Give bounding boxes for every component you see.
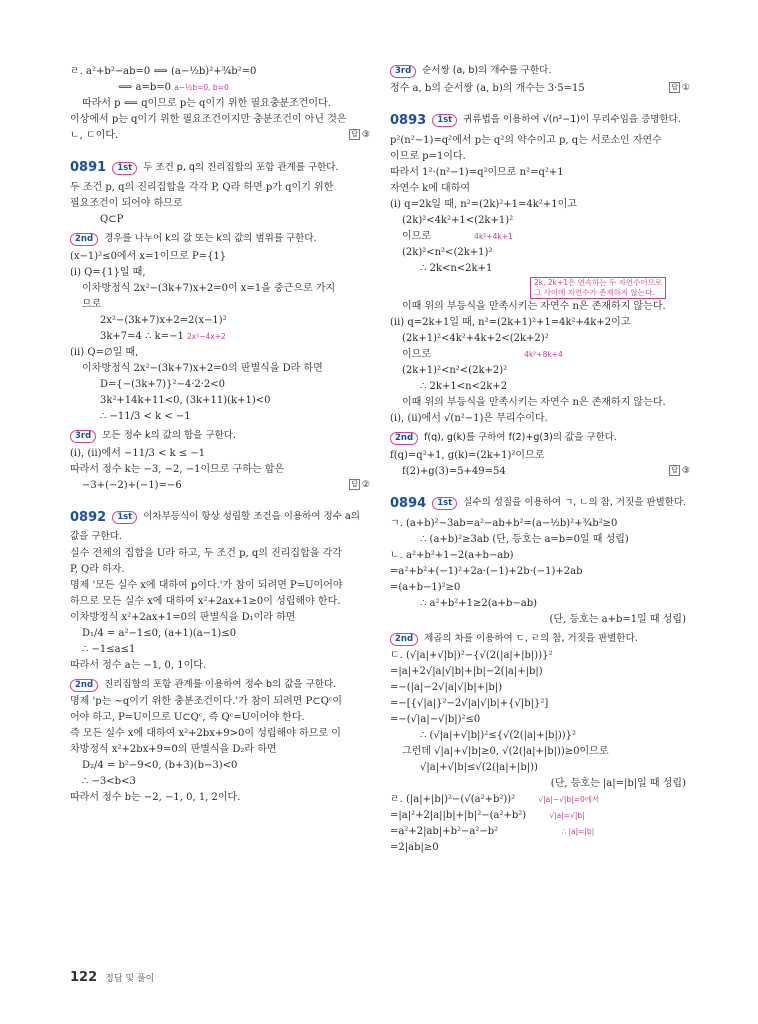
step-title: 순서쌍 (a, b)의 개수를 구한다. bbox=[422, 65, 552, 76]
text-line: =2|ab|≥0 bbox=[390, 842, 439, 854]
right-column bbox=[390, 64, 690, 856]
text-line: 정수 a, b의 순서쌍 (a, b)의 개수는 3·5=15 bbox=[390, 82, 585, 94]
text-line: 이때 위의 부등식을 만족시키는 자연수 n은 존재하지 않는다. bbox=[402, 396, 666, 408]
annotation: √|a|−√|b|=0에서 bbox=[538, 795, 600, 805]
text-line: 어야 하고, P=U이므로 U⊂Qᶜ, 즉 Qᶜ=U이어야 한다. bbox=[70, 712, 305, 724]
step-title-continued: 값을 구한다. bbox=[70, 530, 122, 542]
text-line: 이차방정식 2x²−(3k+7)x+2=0의 판별식을 D라 하면 bbox=[82, 362, 323, 374]
text-line: 따라서 정수 k는 −3, −2, −1이므로 구하는 합은 bbox=[70, 463, 285, 475]
text-line: 자연수 k에 대하여 bbox=[390, 182, 471, 194]
step-title: 두 조건 p, q의 진리집합의 포함 관계를 구한다. bbox=[143, 161, 339, 173]
text-line: 3k²+14k+11<0, (3k+11)(k+1)<0 bbox=[100, 394, 271, 406]
step-title: f(q), g(k)를 구하여 f(2)+g(3)의 값을 구한다. bbox=[424, 431, 617, 443]
step-badge: 2nd bbox=[70, 233, 98, 246]
step-badge: 1st bbox=[112, 162, 137, 175]
annotation: 4k²+4k+1 bbox=[474, 231, 513, 241]
left-column bbox=[70, 64, 370, 806]
step-badge: 1st bbox=[432, 114, 457, 127]
problem-header-0894 bbox=[390, 494, 690, 514]
text-line: =|a|+2√|a|√|b|+|b|−2(|a|+|b|) bbox=[390, 666, 543, 678]
step-badge: 2nd bbox=[390, 432, 418, 445]
text-line: Q⊂P bbox=[100, 214, 124, 226]
text-line: 이므로 p=1이다. bbox=[390, 150, 466, 162]
text-line: 므로 bbox=[82, 298, 102, 310]
text-line: ㄷ. (√|a|+√|b|)²−{√(2(|a|+|b|))}² bbox=[390, 650, 553, 662]
text-line: 이므로 4k²+8k+4 bbox=[402, 348, 563, 360]
page-footer bbox=[70, 968, 154, 988]
page-number: 122 bbox=[70, 970, 98, 985]
step-header bbox=[390, 64, 690, 79]
text-line: 이상에서 p는 q이기 위한 필요조건이지만 충분조건이 아닌 것은 bbox=[70, 114, 347, 125]
text-line: ⟺ a=b=0 a−½b=0, b=0 bbox=[118, 82, 229, 93]
text-line: (단, 등호는 a+b=1일 때 성립) bbox=[549, 613, 686, 625]
annotation: 2x²−4x+2 bbox=[187, 331, 226, 341]
text-line: 차방정식 x²+2bx+9=0의 판별식을 D₂라 하면 bbox=[70, 744, 277, 756]
text-line: ㄴ. a²+b²+1−2(a+b−ab) bbox=[390, 549, 514, 561]
text-line: =a²+2|ab|+b²−a²−b² ∴ |a|=|b| bbox=[390, 826, 595, 838]
text-line: D={−(3k+7)}²−4·2·2<0 bbox=[100, 378, 226, 390]
text-line: ㄹ. a²+b²−ab=0 ⟺ (a−½b)²+¾b²=0 bbox=[70, 66, 257, 77]
step-header bbox=[390, 632, 690, 647]
annotation: ∴ |a|=|b| bbox=[561, 827, 595, 837]
step-title: 진리집합의 포함 관계를 이용하여 정수 b의 값을 구한다. bbox=[104, 678, 337, 690]
step-badge: 1st bbox=[112, 511, 137, 524]
text-line: 그런데 √|a|+√|b|≥0, √(2(|a|+|b|))≥0이므로 bbox=[402, 746, 609, 758]
text-line: 두 조건 p, q의 진리집합을 각각 P, Q라 하면 p가 q이기 위한 bbox=[70, 182, 334, 194]
answer-row bbox=[70, 128, 370, 144]
text-line: ㄴ, ㄷ이다. bbox=[70, 130, 119, 142]
text-line: ㄹ. (|a|+|b|)²−(√(a²+b²))² √|a|−√|b|=0에서 bbox=[390, 794, 600, 806]
text-line: (ⅰ) q=2k일 때, n²=(2k)²+1=4k²+1이고 bbox=[390, 198, 577, 210]
step-badge: 2nd bbox=[70, 679, 98, 692]
problem-header-0893 bbox=[390, 111, 690, 131]
text-line: (2k+1)²<n²<(2k+2)² bbox=[402, 364, 508, 376]
text-line: 따라서 1²·(n²−1)=q²이므로 n²=q²+1 bbox=[390, 166, 564, 178]
text-line: 따라서 정수 b는 −2, −1, 0, 1, 2이다. bbox=[70, 792, 241, 804]
step-badge: 1st bbox=[432, 497, 457, 510]
step-header bbox=[390, 431, 690, 446]
text-line: (ⅰ) Q={1}일 때, bbox=[70, 266, 146, 278]
text-line: ∴ −1≤a≤1 bbox=[82, 643, 136, 655]
step-title: 모든 정수 k의 값의 합을 구한다. bbox=[102, 429, 236, 441]
text-line: =a²+b²+(−1)²+2a·(−1)+2b·(−1)+2ab bbox=[390, 565, 583, 577]
text-line: (ⅱ) Q=∅일 때, bbox=[70, 346, 139, 358]
text-line: 이므로 4k²+4k+1 bbox=[402, 230, 513, 242]
step-title: 실수의 성질을 이용하여 ㄱ, ㄴ의 참, 거짓을 판별한다. bbox=[463, 497, 687, 509]
text-line: 실수 전체의 집합을 U라 하고, 두 조건 p, q의 진리집합을 각각 bbox=[70, 547, 342, 559]
text-line: =(a+b−1)²≥0 bbox=[390, 581, 461, 593]
problem-number: 0891 bbox=[70, 160, 107, 175]
text-line: 이차방정식 2x²−(3k+7)x+2=0이 x=1을 중근으로 가지 bbox=[82, 282, 336, 294]
text-line: 하므로 모든 실수 x에 대하여 x²+2ax+1≥0이 성립해야 한다. bbox=[70, 595, 341, 607]
text-line: ∴ a²+b²+1≥2(a+b−ab) bbox=[420, 597, 538, 609]
step-title: 제곱의 차를 이용하여 ㄷ, ㄹ의 참, 거짓을 판별한다. bbox=[424, 632, 638, 644]
text-line: (ⅱ) q=2k+1일 때, n²=(2k+1)²+1=4k²+4k+2이고 bbox=[390, 316, 631, 328]
step-title: 귀류법을 이용하여 √(n²−1)이 무리수임을 증명한다. bbox=[463, 114, 681, 126]
text-line: 이때 위의 부등식을 만족시키는 자연수 n은 존재하지 않는다. bbox=[402, 300, 666, 312]
text-line: p²(n²−1)=q²에서 p는 q²의 약수이고 p, q는 서로소인 자연수 bbox=[390, 134, 662, 146]
step-badge: 3rd bbox=[390, 65, 416, 78]
annotation: a−½b=0, b=0 bbox=[174, 83, 229, 92]
problem-number: 0894 bbox=[390, 495, 427, 511]
text-line: (2k)²<n²<(2k+1)² bbox=[402, 246, 493, 258]
text-line: =−(√|a|−√|b|)²≤0 bbox=[390, 714, 481, 726]
problem-header-0892 bbox=[70, 508, 370, 528]
text-line: (2k)²<4k²+1<(2k+1)² bbox=[402, 214, 514, 226]
text-line: f(2)+g(3)=5+49=54 bbox=[402, 465, 506, 477]
text-line: 따라서 정수 a는 −1, 0, 1이다. bbox=[70, 659, 207, 671]
text-line: 명제 '모든 실수 x에 대하여 p이다.'가 참이 되려면 P=U이어야 bbox=[70, 579, 343, 591]
annotation-box: 2k, 2k+1은 연속하는 두 자연수이므로 그 사이에 자연수가 존재하지 않는다. bbox=[390, 277, 690, 299]
text-line: (단, 등호는 |a|=|b|일 때 성립) bbox=[550, 778, 686, 790]
text-line: (ⅰ), (ⅱ)에서 √(n²−1)은 무리수이다. bbox=[390, 412, 548, 424]
text-line: ㄱ. (a+b)²−3ab=a²−ab+b²=(a−½b)²+¾b²≥0 bbox=[390, 517, 618, 529]
footer-label: 정답 및 풀이 bbox=[105, 974, 155, 984]
answer-row bbox=[70, 478, 370, 494]
text-line: (ⅰ), (ⅱ)에서 −11/3 < k ≤ −1 bbox=[70, 447, 206, 459]
problem-number: 0893 bbox=[390, 112, 427, 128]
text-line: −3+(−2)+(−1)=−6 bbox=[82, 479, 182, 491]
text-line: 필요조건이 되어야 하므로 bbox=[70, 198, 183, 210]
annotation: √|a|=√|b| bbox=[549, 811, 585, 821]
text-line: 이차방정식 x²+2ax+1=0의 판별식을 D₁이라 하면 bbox=[70, 611, 296, 623]
step-title: 이차부등식이 항상 성립할 조건을 이용하여 정수 a의 bbox=[143, 511, 360, 523]
step-header bbox=[70, 429, 370, 444]
step-badge: 2nd bbox=[390, 633, 418, 646]
text-line: (2k+1)²<4k²+4k+2<(2k+2)² bbox=[402, 332, 549, 344]
text-line: 3k+7=4 ∴ k=−1 2x²−4x+2 bbox=[100, 330, 226, 342]
answer-mark: 답 ③ bbox=[671, 465, 690, 476]
answer-row bbox=[390, 464, 690, 480]
answer-row bbox=[390, 81, 690, 97]
text-line: ∴ 2k<n<2k+1 bbox=[420, 262, 493, 274]
step-header bbox=[70, 678, 370, 693]
answer-mark: 답 ② bbox=[351, 479, 370, 490]
text-line: ∴ (a+b)²≥3ab (단, 등호는 a=b=0일 때 성립) bbox=[420, 533, 629, 545]
step-title: 경우를 나누어 k의 값 또는 k의 값의 범위를 구한다. bbox=[104, 233, 317, 245]
problem-header-0891 bbox=[70, 158, 370, 178]
text-line: ∴ −3<b<3 bbox=[82, 776, 136, 788]
text-line: ∴ 2k+1<n<2k+2 bbox=[420, 380, 508, 392]
answer-mark: 답 ③ bbox=[351, 130, 370, 141]
text-line: 즉 모든 실수 x에 대하여 x²+2bx+9>0이 성립해야 하므로 이 bbox=[70, 728, 341, 740]
text-line: √|a|+√|b|≤√(2(|a|+|b|)) bbox=[420, 762, 538, 774]
annotation: 4k²+8k+4 bbox=[524, 349, 563, 359]
text-line: =|a|²+2|a||b|+|b|²−(a²+b²) √|a|=√|b| bbox=[390, 810, 585, 822]
text-line: =−(|a|−2√|a|√|b|+|b|) bbox=[390, 682, 503, 694]
text-line: (x−1)²≤0에서 x=1이므로 P={1} bbox=[70, 250, 227, 262]
answer-mark: 답 ① bbox=[671, 82, 690, 93]
text-line: D₂/4 = b²−9<0, (b+3)(b−3)<0 bbox=[82, 760, 238, 772]
text-line: =−[{√|a|}²−2√|a|√|b|+{√|b|}²] bbox=[390, 698, 549, 710]
text-line: 따라서 p ⟸ q이므로 p는 q이기 위한 필요충분조건이다. bbox=[82, 98, 331, 109]
text-line: ∴ −11/3 < k < −1 bbox=[100, 410, 191, 422]
text-line: ∴ (√|a|+√|b|)²≤{√(2(|a|+|b|))}² bbox=[420, 730, 576, 742]
step-badge: 3rd bbox=[70, 430, 96, 443]
text-line: D₁/4 = a²−1≤0, (a+1)(a−1)≤0 bbox=[82, 627, 237, 639]
text-line: 2x²−(3k+7)x+2=2(x−1)² bbox=[100, 314, 227, 326]
problem-number: 0892 bbox=[70, 509, 107, 525]
text-line: 명제 'p는 ~q이기 위한 충분조건이다.'가 참이 되려면 P⊂Qᶜ이 bbox=[70, 696, 343, 708]
text-line: P, Q라 하자. bbox=[70, 563, 125, 575]
text-line: f(q)=q²+1, g(k)=(2k+1)²이므로 bbox=[390, 449, 545, 461]
step-header bbox=[70, 232, 370, 247]
